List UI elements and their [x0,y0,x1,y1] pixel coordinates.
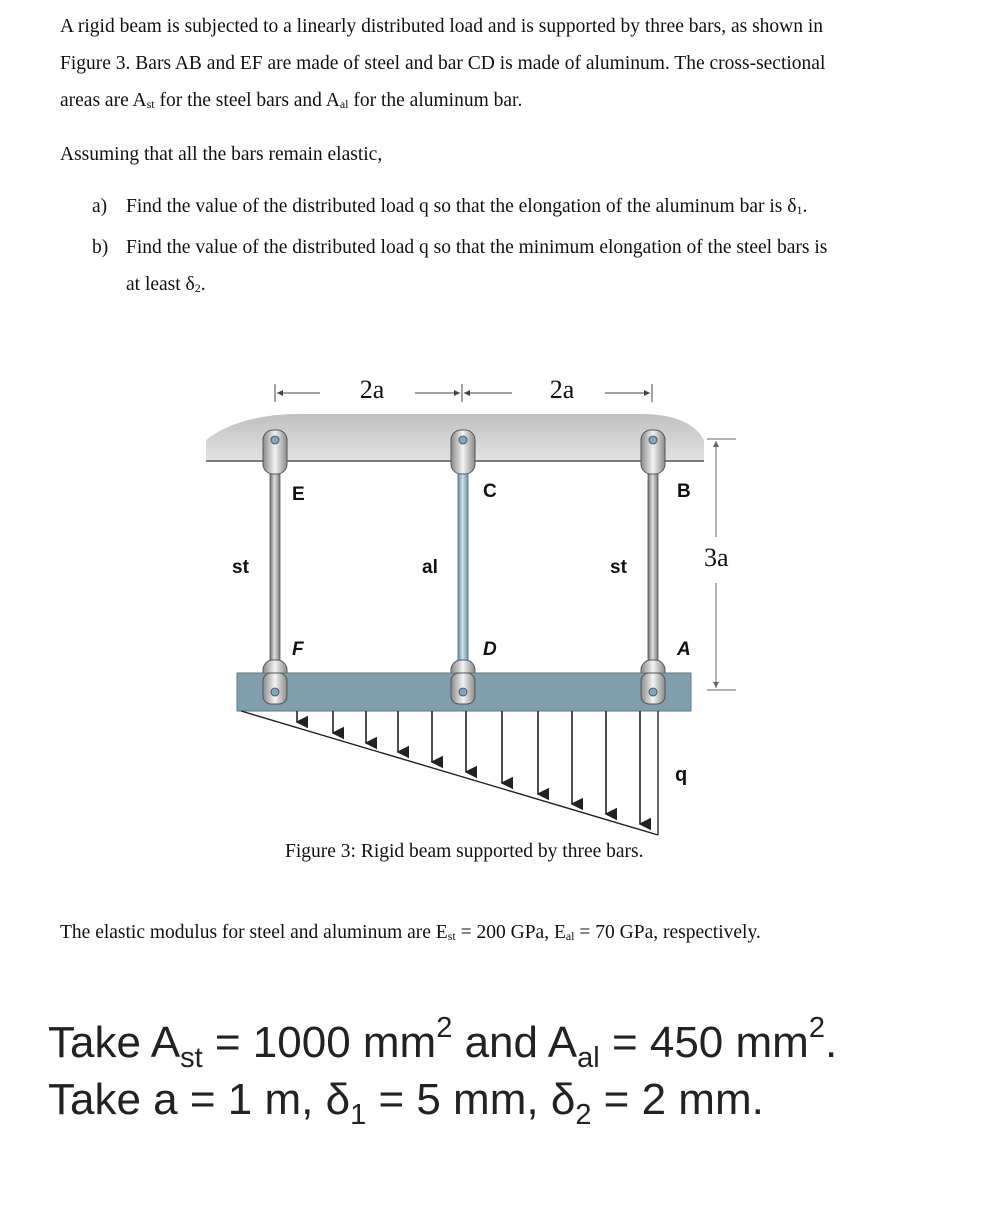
figure-caption: Figure 3: Rigid beam supported by three bars. [285,841,644,862]
pin-icon [649,688,657,696]
moduli-text: The elastic modulus for steel and aluminum are E [60,922,448,943]
point-label-F: F [292,639,304,660]
given-text: and A [452,1018,578,1067]
question-label: b) [92,237,109,258]
subscript: 1 [350,1099,367,1131]
question-text-part: . [802,196,808,217]
subscript: 2 [194,281,201,295]
intro-text: for the aluminum bar. [348,90,523,111]
superscript: 2 [436,1012,453,1044]
assumption-text: Assuming that all the bars remain elastic, [60,144,383,165]
material-label-st-right: st [610,557,627,578]
point-label-D: D [483,639,497,660]
moduli-text: = 200 GPa, E [455,922,566,943]
subscript: 2 [575,1099,592,1131]
distributed-load [241,711,658,835]
material-label-al: al [422,557,438,578]
elastic-moduli [60,922,761,944]
pin-icon [271,688,279,696]
given-text: = 450 mm [599,1018,809,1067]
question-text-part: Find the value of the distributed load q so that the minimum elongation of the steel bars is [126,237,828,258]
material-label-st-left: st [232,557,249,578]
question-text-part: . [200,274,206,295]
point-label-E: E [292,484,305,505]
question-text-part: Find the value of the distributed load q so that the elongation of the aluminum bar is δ [126,196,797,217]
subscript-al: al [565,929,575,943]
subscript-st: st [146,97,155,111]
question-label: a) [92,196,108,217]
question-text-part: at least δ [126,274,195,295]
given-text: = 1000 mm [202,1018,437,1067]
load-label-q: q [675,764,688,786]
subscript-st: st [447,929,456,943]
moduli-text: = 70 GPa, respectively. [574,922,761,943]
point-label-A: A [677,639,691,660]
dim-label-height: 3a [704,543,729,572]
given-text: . [824,1018,838,1067]
bar-CD-aluminum [451,430,475,704]
subscript: 1 [796,203,803,217]
intro-line-2: Figure 3. Bars AB and EF are made of steel and bar CD is made of aluminum. The cross-sectional [60,53,826,74]
subscript-al: al [339,97,349,111]
given-text: = 2 mm. [591,1075,764,1124]
given-values [48,1072,764,1143]
given-text: Take A [48,1018,181,1067]
dim-label-right: 2a [549,375,575,404]
bar-AB-steel [641,430,665,704]
point-label-B: B [677,481,691,502]
intro-text: for the steel bars and A [154,90,340,111]
pin-icon [459,688,467,696]
subscript-al: al [577,1042,600,1074]
given-text: = 5 mm, δ [366,1075,576,1124]
dim-label-left: 2a [359,375,385,404]
superscript: 2 [808,1012,825,1044]
given-text: Take a = 1 m, δ [48,1075,351,1124]
point-label-C: C [483,481,497,502]
subscript-st: st [180,1042,203,1074]
intro-line-1: A rigid beam is subjected to a linearly distributed load and is supported by three bars, as shown in [60,16,824,37]
dimension-top [275,384,652,402]
bar-EF-steel [263,430,287,704]
intro-text: areas are A [60,90,147,111]
